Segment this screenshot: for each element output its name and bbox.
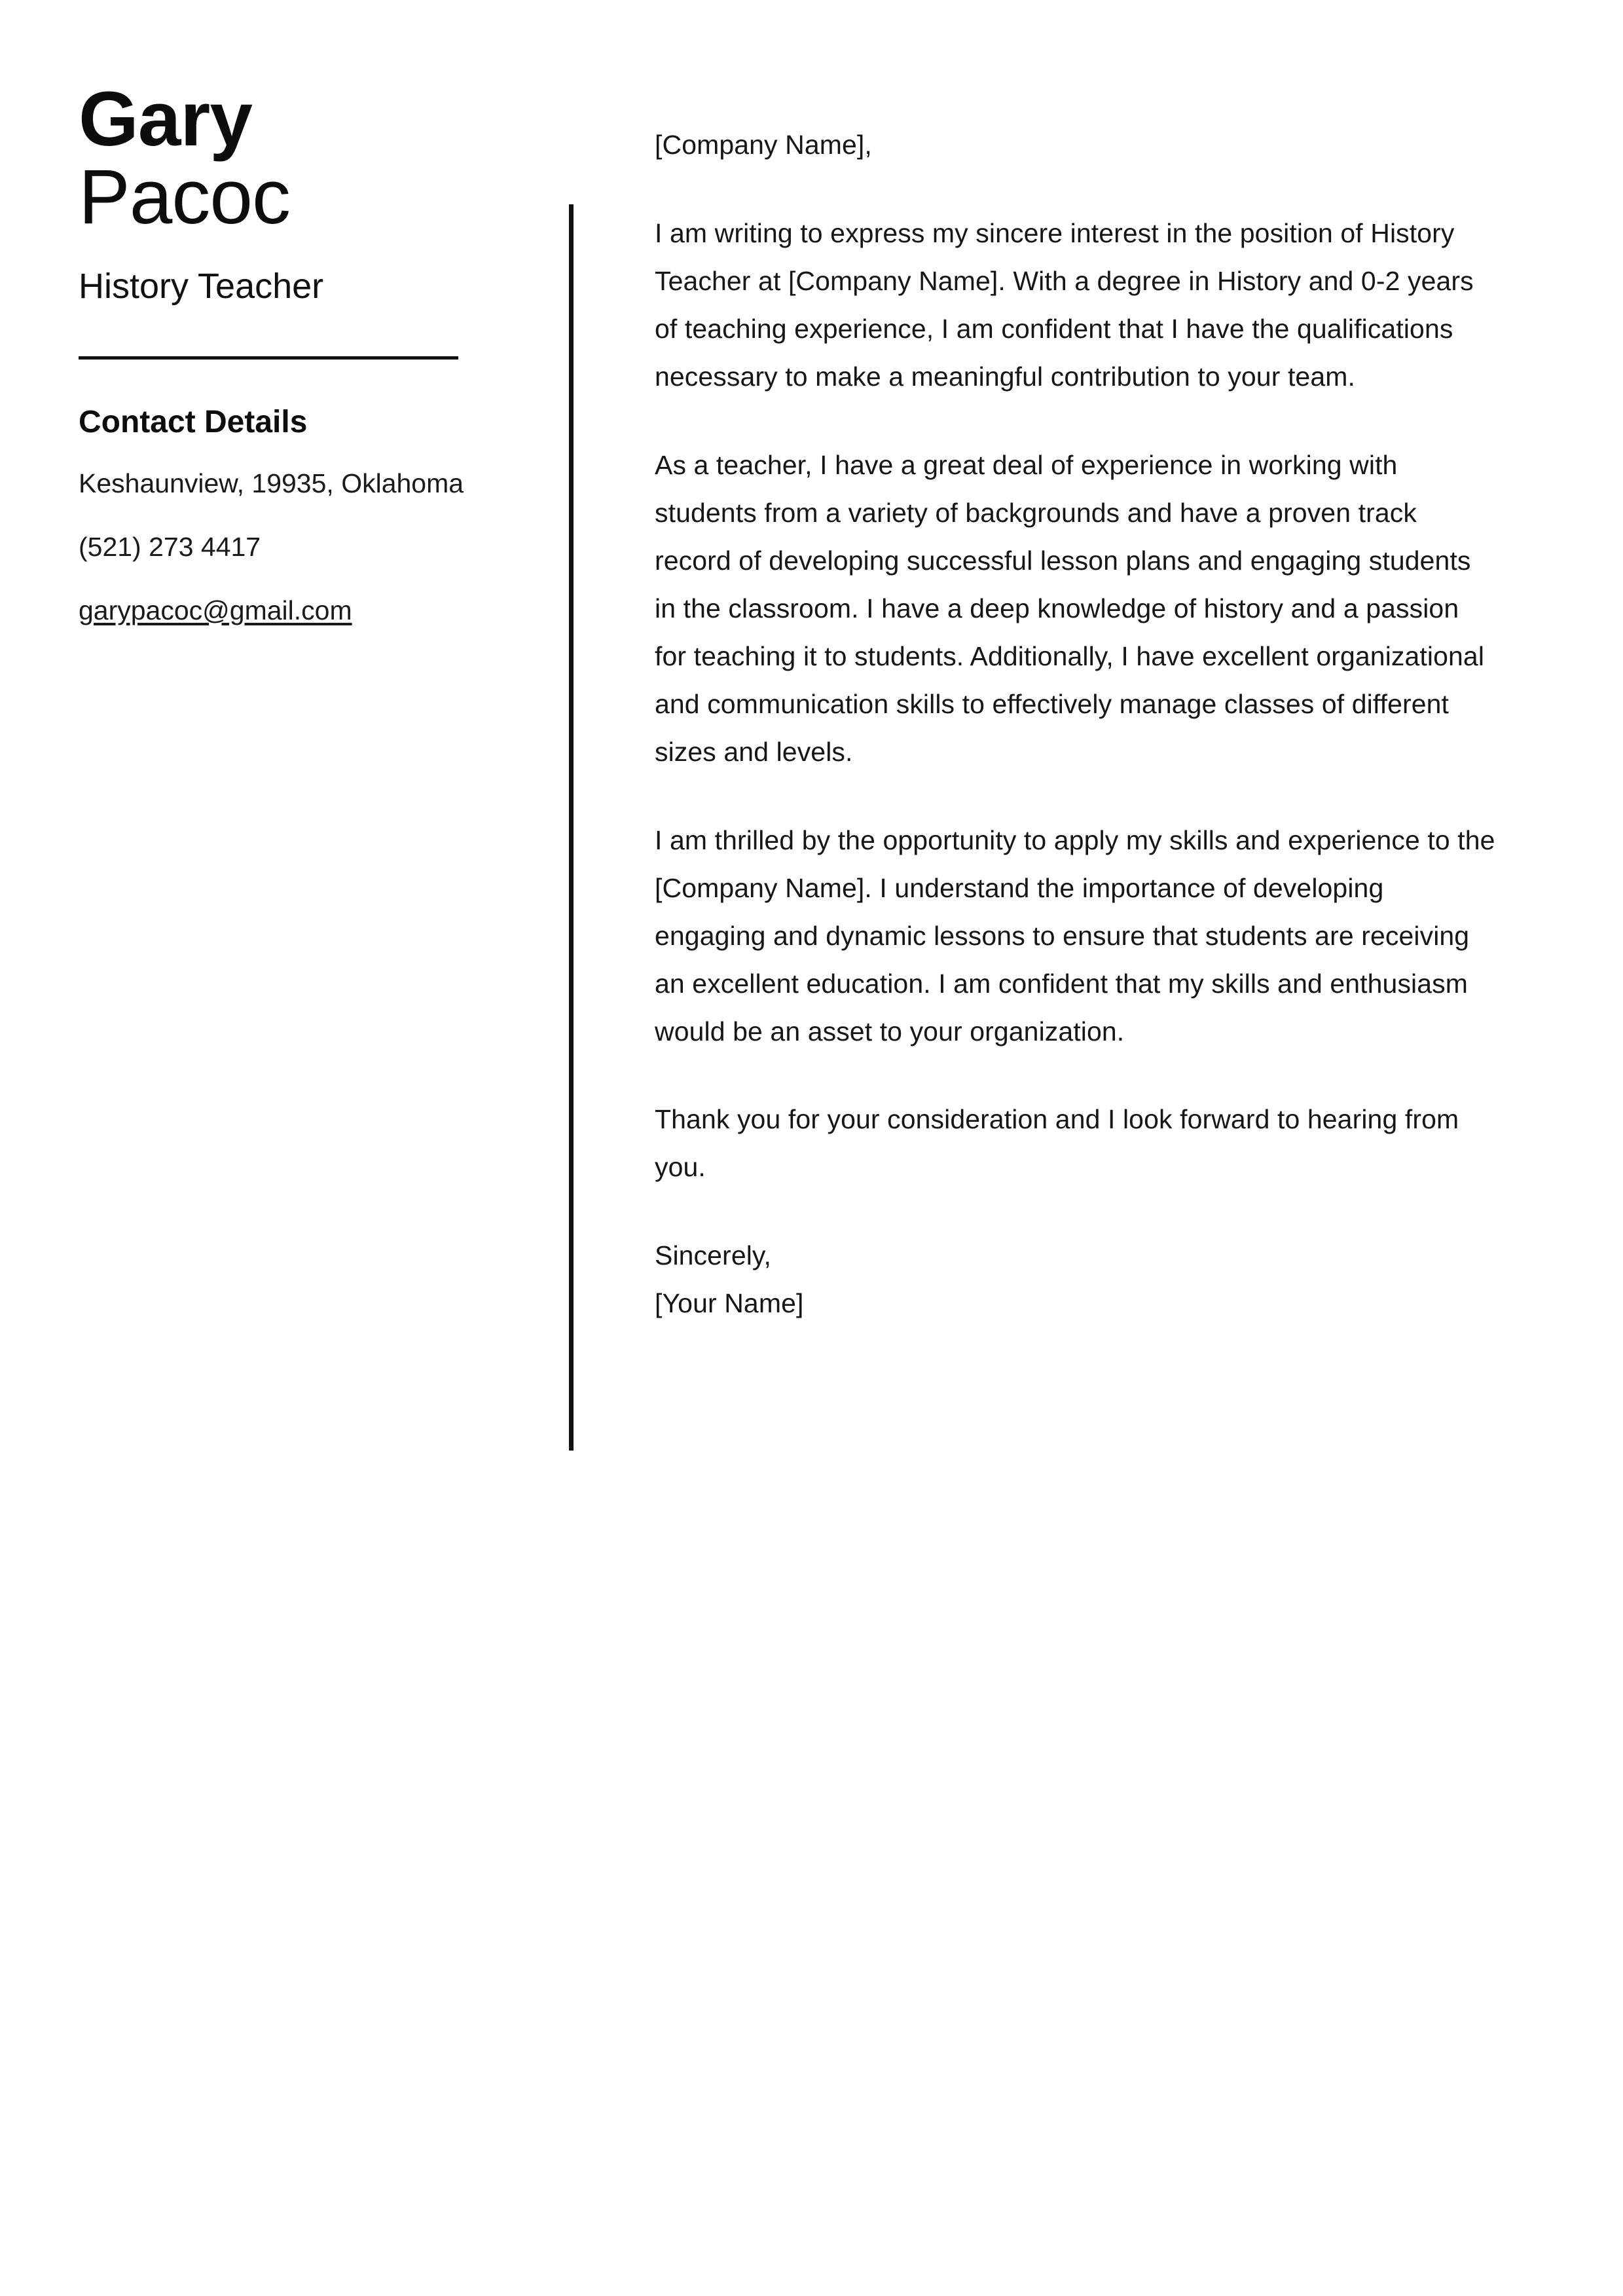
contact-details-heading: Contact Details [79,405,308,440]
letter-signoff [655,1232,1496,1327]
sidebar-horizontal-rule [79,356,458,360]
letter-paragraph-3: I am thrilled by the opportunity to apply my skills and experience to the [Company Name]. I understand the importance of developing engaging and dynamic lessons to ensure that students are receiving an excellent education. I am confident that my skills and enthusiasm would be an asset to your organization. [655,824,1495,1046]
applicant-first-name: Gary [79,76,252,162]
contact-details-list [79,464,471,630]
applicant-name [79,76,471,241]
contact-email-link[interactable]: garypacoc@gmail.com [79,595,352,625]
letter-salutation: [Company Name], [655,130,872,160]
letter-paragraph-2: As a teacher, I have a great deal of experience in working with students from a variety of backgrounds and have a proven track record of developing successful lesson plans and engaging students in the classroom. I have a deep knowledge of history and a passion for teaching it to students. Additionally, I have excellent organizational and communication skills to effectively manage classes of different sizes and levels. [655,449,1485,767]
column-divider-rule [569,204,574,1451]
letter-paragraph-4: Thank you for your consideration and I look forward to hearing from you. [655,1104,1459,1183]
contact-address: Keshaunview, 19935, Oklahoma [79,468,464,499]
sidebar [79,76,471,654]
letter-body [655,121,1496,1327]
applicant-last-name: Pacoc [79,154,290,241]
contact-phone[interactable]: (521) 273 4417 [79,531,261,562]
letter-closing: Sincerely, [655,1240,771,1271]
letter-paragraph-1: I am writing to express my sincere interest in the position of History Teacher at [Company Name]. With a degree in History and 0-2 years of teaching experience, I am confident that I have the qualifications necessary to make a meaningful contribution to your team. [655,217,1474,392]
letter-signature: [Your Name] [655,1288,804,1319]
applicant-job-title: History Teacher [79,267,324,306]
